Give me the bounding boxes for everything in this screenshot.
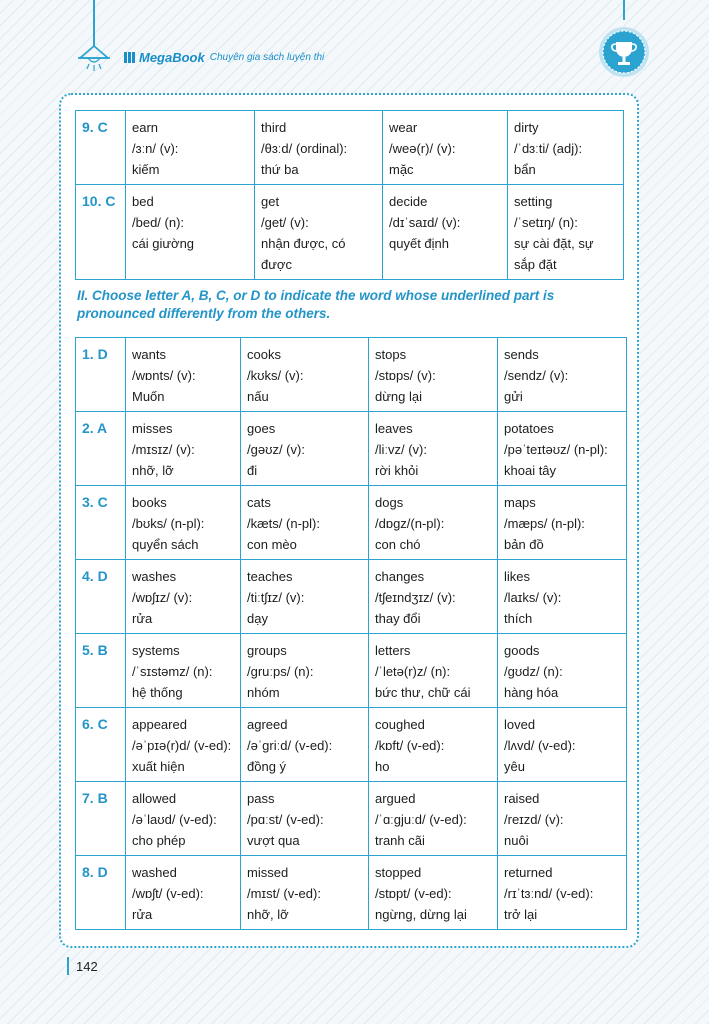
pronunciation: /ɡruːps/ (n):: [247, 664, 314, 679]
meaning: bức thư, chữ cái: [375, 685, 471, 700]
word-cell: [498, 486, 627, 560]
meaning: dạy: [247, 611, 268, 626]
meaning: rời khỏi: [375, 463, 419, 478]
pronunciation: /ˈsɪstəmz/ (n):: [132, 664, 213, 679]
word: setting: [514, 194, 553, 209]
meaning: sự cài đặt, sự sắp đặt: [514, 236, 594, 272]
word-cell: [369, 412, 498, 486]
word-cell: [508, 111, 624, 185]
meaning: kiếm: [132, 162, 160, 177]
pronunciation: /əˈɡriːd/ (v-ed):: [247, 738, 333, 753]
word-cell: [255, 111, 383, 185]
word: argued: [375, 791, 416, 806]
word: allowed: [132, 791, 177, 806]
word-cell: [498, 338, 627, 412]
word-cell: [241, 782, 369, 856]
meaning: xuất hiện: [132, 759, 185, 774]
pronunciation: /ɡəʊz/ (v):: [247, 442, 305, 457]
pronunciation: /bʊks/ (n-pl):: [132, 516, 205, 531]
pronunciation: /reɪzd/ (v):: [504, 812, 564, 827]
meaning: khoai tây: [504, 463, 557, 478]
meaning: đi: [247, 463, 258, 478]
word-cell: [241, 486, 369, 560]
word: get: [261, 194, 280, 209]
table-row: [76, 486, 627, 560]
pronunciation: /tʃeɪndʒɪz/ (v):: [375, 590, 456, 605]
word-cell: [498, 634, 627, 708]
word: books: [132, 495, 167, 510]
meaning: ngừng, dừng lại: [375, 907, 467, 922]
word: raised: [504, 791, 540, 806]
meaning: cái giường: [132, 236, 195, 251]
table-row: [76, 111, 624, 185]
word: teaches: [247, 569, 293, 584]
word-cell: [369, 708, 498, 782]
word: wear: [389, 120, 418, 135]
pronunciation: /θɜːd/ (ordinal):: [261, 141, 348, 156]
word-cell: [498, 560, 627, 634]
pronunciation: /dɪˈsaɪd/ (v):: [389, 215, 461, 230]
meaning: con chó: [375, 537, 421, 552]
word-cell: [369, 782, 498, 856]
meaning: vượt qua: [247, 833, 300, 848]
pronunciation: /stɒpt/ (v-ed):: [375, 886, 452, 901]
pronunciation: /kɒft/ (v-ed):: [375, 738, 445, 753]
brand-name: MegaBook: [139, 50, 205, 65]
word-cell: [126, 634, 241, 708]
pronunciation: /ˈletə(r)z/ (n):: [375, 664, 451, 679]
table-row: [76, 338, 627, 412]
lamp-icon: [74, 44, 114, 74]
pronunciation: /liːvz/ (v):: [375, 442, 427, 457]
table-row: [76, 560, 627, 634]
answer-cell: 6. C: [76, 708, 126, 782]
meaning: thứ ba: [261, 162, 299, 177]
section-heading: II. Choose letter A, B, C, or D to indicate the word whose underlined part is pronounced differently from the others.: [77, 288, 555, 321]
answer-cell: 7. B: [76, 782, 126, 856]
word: washes: [132, 569, 177, 584]
page-number: 142: [76, 959, 98, 974]
pronunciation: /ɜːn/ (v):: [132, 141, 179, 156]
pronunciation: /rɪˈtɜːnd/ (v-ed):: [504, 886, 594, 901]
pronunciation: /əˈpɪə(r)d/ (v-ed):: [132, 738, 232, 753]
word: leaves: [375, 421, 413, 436]
meaning: nhóm: [247, 685, 280, 700]
meaning: Muốn: [132, 389, 165, 404]
answer-cell: 8. D: [76, 856, 126, 930]
answer-cell: 3. C: [76, 486, 126, 560]
meaning: thay đổi: [375, 611, 421, 626]
meaning: rửa: [132, 611, 153, 626]
meaning: rửa: [132, 907, 153, 922]
pronunciation: /stɒps/ (v):: [375, 368, 436, 383]
pronunciation: /ˈɑːɡjuːd/ (v-ed):: [375, 812, 467, 827]
word-cell: [126, 560, 241, 634]
pronunciation: /wɒʃɪz/ (v):: [132, 590, 193, 605]
table-row: [76, 856, 627, 930]
pronunciation: /weə(r)/ (v):: [389, 141, 456, 156]
word: coughed: [375, 717, 425, 732]
vocab-table-2-body: [76, 338, 627, 930]
answer-cell: 5. B: [76, 634, 126, 708]
answer-cell: 4. D: [76, 560, 126, 634]
word-cell: [241, 708, 369, 782]
word: sends: [504, 347, 539, 362]
pronunciation: /ˈsetɪŋ/ (n):: [514, 215, 578, 230]
brand-logo: [124, 50, 324, 65]
word-cell: [241, 634, 369, 708]
word: goods: [504, 643, 540, 658]
pronunciation: /əˈlaʊd/ (v-ed):: [132, 812, 217, 827]
pronunciation: /laɪks/ (v):: [504, 590, 562, 605]
pronunciation: /ɡet/ (v):: [261, 215, 309, 230]
pronunciation: /mæps/ (n-pl):: [504, 516, 585, 531]
word-cell: [126, 412, 241, 486]
word: stops: [375, 347, 407, 362]
word-cell: [498, 856, 627, 930]
meaning: đồng ý: [247, 759, 287, 774]
vocab-table-1: [75, 110, 624, 280]
meaning: dừng lại: [375, 389, 423, 404]
vocab-table-1-body: [76, 111, 624, 280]
word: dogs: [375, 495, 404, 510]
answer-cell: 1. D: [76, 338, 126, 412]
word: pass: [247, 791, 275, 806]
badge-cord: [623, 0, 625, 20]
pronunciation: /bed/ (n):: [132, 215, 185, 230]
word: dirty: [514, 120, 539, 135]
page-number-bar: [67, 957, 69, 975]
vocab-table-2: [75, 337, 627, 930]
meaning: nuôi: [504, 833, 529, 848]
word-cell: [241, 560, 369, 634]
word-cell: [498, 708, 627, 782]
brand-tagline: Chuyên gia sách luyện thi: [209, 52, 325, 63]
word: earn: [132, 120, 159, 135]
pronunciation: /wɒnts/ (v):: [132, 368, 196, 383]
pronunciation: /wɒʃt/ (v-ed):: [132, 886, 204, 901]
table-row: [76, 185, 624, 280]
word: agreed: [247, 717, 288, 732]
word: stopped: [375, 865, 422, 880]
word-cell: [126, 856, 241, 930]
meaning: con mèo: [247, 537, 297, 552]
word: decide: [389, 194, 428, 209]
pronunciation: /kʊks/ (v):: [247, 368, 304, 383]
word-cell: [383, 111, 508, 185]
pronunciation: /tiːtʃɪz/ (v):: [247, 590, 305, 605]
word: changes: [375, 569, 425, 584]
word-cell: [241, 856, 369, 930]
word: washed: [132, 865, 177, 880]
table-row: [76, 634, 627, 708]
word-cell: [383, 185, 508, 280]
meaning: bản đồ: [504, 537, 544, 552]
meaning: nhỡ, lỡ: [132, 463, 174, 478]
pronunciation: /lʌvd/ (v-ed):: [504, 738, 576, 753]
meaning: hệ thống: [132, 685, 183, 700]
word-cell: [369, 560, 498, 634]
meaning: quyển sách: [132, 537, 199, 552]
lamp-cord: [93, 0, 95, 46]
word-cell: [126, 185, 255, 280]
word-cell: [126, 708, 241, 782]
word: cooks: [247, 347, 281, 362]
table-row: [76, 412, 627, 486]
word-cell: [369, 634, 498, 708]
pronunciation: /dɒɡz/(n-pl):: [375, 516, 445, 531]
word: systems: [132, 643, 180, 658]
meaning: gửi: [504, 389, 523, 404]
word: potatoes: [504, 421, 554, 436]
meaning: tranh cãi: [375, 833, 425, 848]
meaning: yêu: [504, 759, 525, 774]
word: cats: [247, 495, 271, 510]
meaning: quyết định: [389, 236, 449, 251]
word: third: [261, 120, 287, 135]
word: maps: [504, 495, 536, 510]
word: bed: [132, 194, 154, 209]
pronunciation: /pɑːst/ (v-ed):: [247, 812, 324, 827]
word: likes: [504, 569, 531, 584]
word: groups: [247, 643, 287, 658]
meaning: bẩn: [514, 162, 536, 177]
word: misses: [132, 421, 173, 436]
meaning: hàng hóa: [504, 685, 559, 700]
meaning: ho: [375, 759, 390, 774]
word-cell: [369, 856, 498, 930]
pronunciation: /kæts/ (n-pl):: [247, 516, 320, 531]
word-cell: [126, 486, 241, 560]
pronunciation: /mɪst/ (v-ed):: [247, 886, 321, 901]
word-cell: [369, 486, 498, 560]
table-row: [76, 708, 627, 782]
word-cell: [241, 412, 369, 486]
word-cell: [255, 185, 383, 280]
word-cell: [369, 338, 498, 412]
meaning: cho phép: [132, 833, 186, 848]
word: loved: [504, 717, 536, 732]
answer-cell: 10. C: [76, 185, 126, 280]
word: wants: [132, 347, 166, 362]
pronunciation: /ɡʊdz/ (n):: [504, 664, 563, 679]
word-cell: [498, 782, 627, 856]
pronunciation: /sendz/ (v):: [504, 368, 569, 383]
table-row: [76, 782, 627, 856]
word-cell: [241, 338, 369, 412]
word: returned: [504, 865, 553, 880]
word-cell: [498, 412, 627, 486]
trophy-badge-icon: [598, 18, 650, 80]
meaning: nhận được, có được: [261, 236, 346, 272]
word: goes: [247, 421, 276, 436]
word-cell: [508, 185, 624, 280]
word: appeared: [132, 717, 187, 732]
pronunciation: /pəˈteɪtəʊz/ (n-pl):: [504, 442, 608, 457]
word-cell: [126, 111, 255, 185]
meaning: thích: [504, 611, 533, 626]
answer-cell: 9. C: [76, 111, 126, 185]
brand-mark-icon: [124, 52, 136, 63]
pronunciation: /mɪsɪz/ (v):: [132, 442, 195, 457]
word: missed: [247, 865, 289, 880]
meaning: mặc: [389, 162, 414, 177]
pronunciation: /ˈdɜːti/ (adj):: [514, 141, 583, 156]
answer-cell: 2. A: [76, 412, 126, 486]
meaning: nấu: [247, 389, 269, 404]
word-cell: [126, 338, 241, 412]
meaning: nhỡ, lỡ: [247, 907, 289, 922]
word-cell: [126, 782, 241, 856]
meaning: trở lại: [504, 907, 538, 922]
word: letters: [375, 643, 411, 658]
